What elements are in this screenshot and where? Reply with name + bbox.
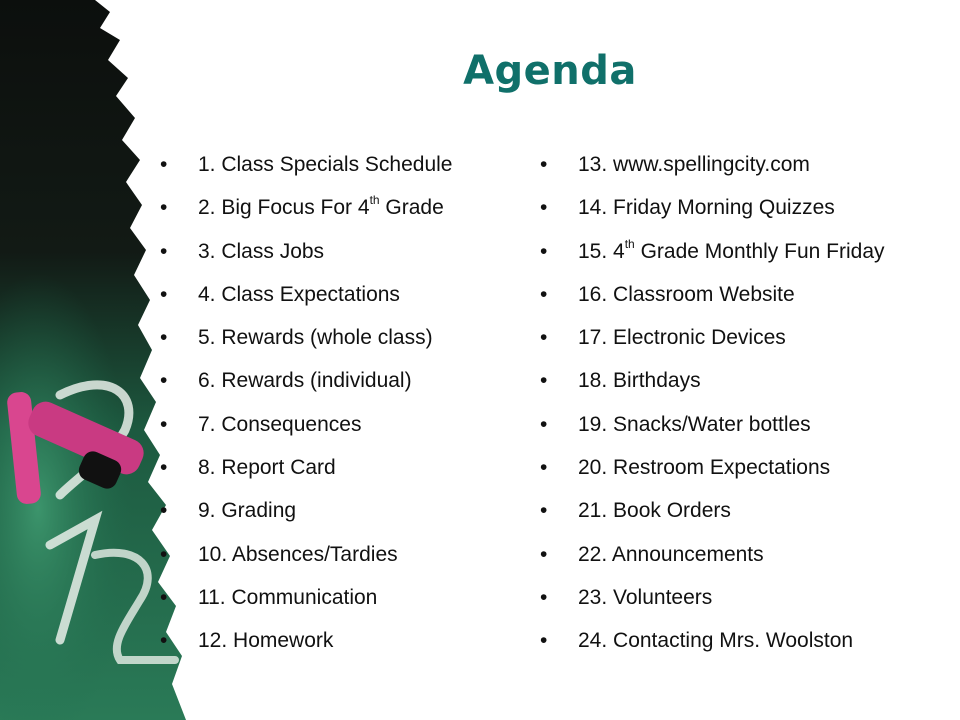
agenda-item-text: 13. www.spellingcity.com	[578, 153, 810, 176]
agenda-item-text: 20. Restroom Expectations	[578, 456, 831, 480]
agenda-item-superscript: th	[624, 236, 635, 251]
agenda-item	[160, 492, 452, 535]
agenda-left-column	[160, 146, 452, 666]
agenda-item-text: 21. Book Orders	[578, 499, 731, 523]
agenda-item	[160, 233, 452, 276]
bullet-icon: •	[540, 629, 548, 653]
bullet-icon: •	[540, 282, 548, 306]
agenda-item	[540, 449, 885, 492]
agenda-item	[160, 536, 452, 579]
agenda-item-text: 6. Rewards (individual)	[198, 369, 412, 393]
agenda-item	[160, 146, 452, 189]
agenda-item	[540, 319, 885, 362]
agenda-item	[540, 536, 885, 579]
agenda-item-text: 3. Class Jobs	[198, 239, 325, 263]
agenda-item	[160, 362, 452, 405]
agenda-item	[540, 362, 885, 405]
agenda-item-superscript: th	[369, 193, 380, 208]
agenda-item	[160, 622, 452, 665]
agenda-item-text: 16. Classroom Website	[578, 282, 795, 306]
agenda-item-text: Grade Monthly Fun Friday	[634, 239, 885, 263]
agenda-item-text: 7. Consequences	[198, 412, 362, 436]
agenda-item	[540, 233, 885, 276]
agenda-item-text: 22. Announcements	[578, 542, 764, 566]
bullet-icon: •	[160, 542, 168, 566]
agenda-item	[540, 146, 885, 189]
agenda-item	[540, 406, 885, 449]
agenda-item-text: 4. Class Expectations	[198, 282, 400, 306]
agenda-item	[540, 622, 885, 665]
agenda-item-text: 17. Electronic Devices	[578, 326, 786, 350]
agenda-item-text: 1. Class Specials Schedule	[198, 153, 453, 176]
agenda-item	[540, 492, 885, 535]
agenda-item-text: 14. Friday Morning Quizzes	[578, 196, 835, 220]
agenda-item	[160, 449, 452, 492]
agenda-item-text: 8. Report Card	[198, 456, 336, 480]
agenda-item-text: Grade	[379, 196, 444, 220]
bullet-icon: •	[160, 412, 168, 436]
agenda-item-text: 10. Absences/Tardies	[198, 542, 398, 566]
agenda-item-text: 5. Rewards (whole class)	[198, 326, 433, 350]
agenda-item-text: 9. Grading	[198, 499, 297, 523]
agenda-item	[160, 406, 452, 449]
page-title: Agenda	[463, 48, 637, 94]
agenda-item	[160, 319, 452, 362]
bullet-icon: •	[540, 369, 548, 393]
agenda-item-text: 11. Communication	[198, 585, 378, 609]
agenda-item	[160, 276, 452, 319]
bullet-icon: •	[160, 196, 168, 220]
bullet-icon: •	[160, 369, 168, 393]
agenda-right-column	[540, 146, 885, 666]
agenda-item-text: 12. Homework	[198, 629, 334, 653]
bullet-icon: •	[540, 542, 548, 566]
bullet-icon: •	[540, 326, 548, 350]
agenda-item	[540, 189, 885, 232]
agenda-item-text: 19. Snacks/Water bottles	[578, 412, 811, 436]
agenda-item	[540, 276, 885, 319]
bullet-icon: •	[540, 585, 548, 609]
agenda-item	[160, 189, 452, 232]
bullet-icon: •	[160, 282, 168, 306]
bullet-icon: •	[540, 456, 548, 480]
bullet-icon: •	[160, 629, 168, 653]
bullet-icon: •	[160, 585, 168, 609]
bullet-icon: •	[160, 153, 168, 176]
agenda-item-text: 2. Big Focus For 4	[198, 196, 370, 220]
bullet-icon: •	[540, 239, 548, 263]
bullet-icon: •	[540, 153, 548, 176]
bullet-icon: •	[540, 196, 548, 220]
bullet-icon: •	[160, 239, 168, 263]
bullet-icon: •	[160, 456, 168, 480]
bullet-icon: •	[540, 412, 548, 436]
agenda-item-text: 24. Contacting Mrs. Woolston	[578, 629, 854, 653]
agenda-item-text: 18. Birthdays	[578, 369, 701, 393]
agenda-item	[160, 579, 452, 622]
agenda-item-text: 23. Volunteers	[578, 585, 713, 609]
bullet-icon: •	[540, 499, 548, 523]
agenda-item	[540, 579, 885, 622]
bullet-icon: •	[160, 326, 168, 350]
agenda-item-text: 15. 4	[578, 239, 625, 263]
bullet-icon: •	[160, 499, 168, 523]
